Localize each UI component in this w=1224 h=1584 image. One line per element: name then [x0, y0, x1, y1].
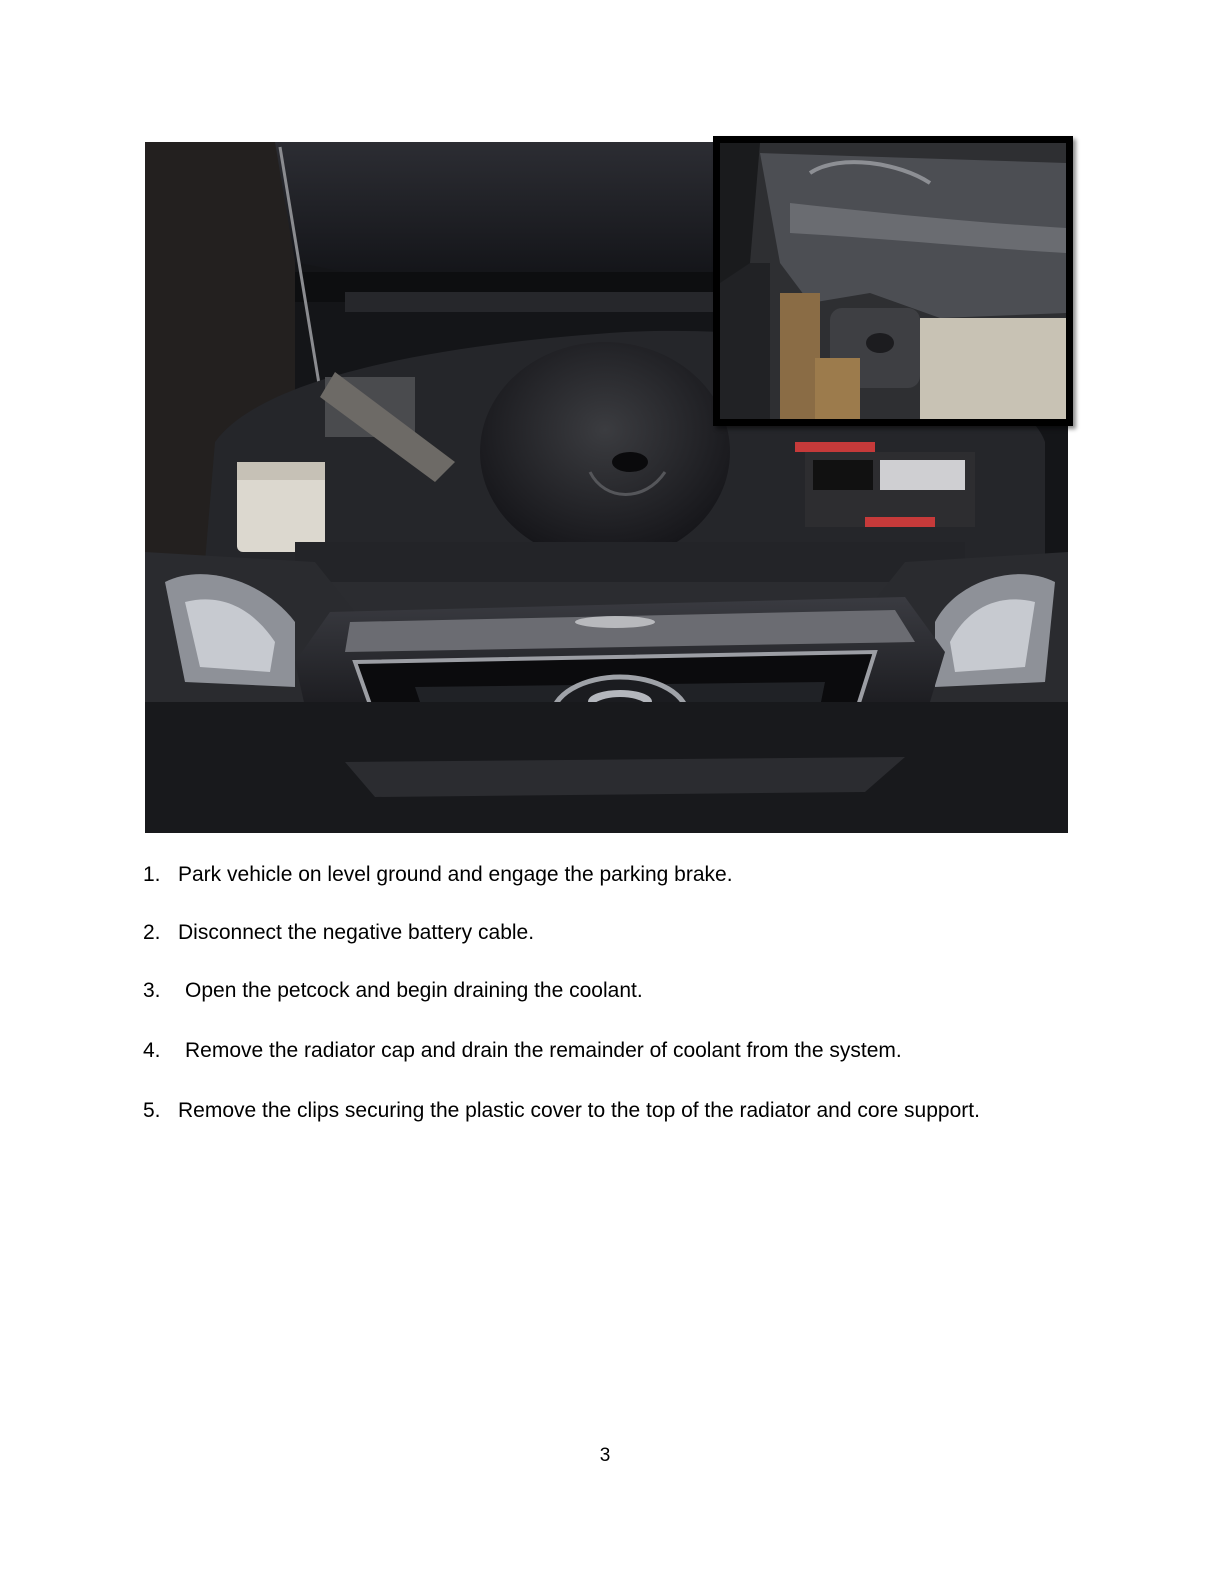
step-number: 5.	[143, 1099, 161, 1122]
step-number: 4.	[143, 1039, 161, 1062]
list-item	[143, 862, 1103, 888]
step-number: 2.	[143, 921, 161, 944]
step-text: Remove the radiator cap and drain the remainder of coolant from the system.	[185, 1039, 902, 1062]
step-number: 3.	[143, 979, 161, 1002]
list-item	[143, 920, 1103, 946]
inset-closeup-photo	[713, 136, 1073, 426]
step-text: Remove the clips securing the plastic cover to the top of the radiator and core support.	[178, 1099, 980, 1122]
step-text: Open the petcock and begin draining the coolant.	[185, 979, 643, 1002]
step-text: Park vehicle on level ground and engage the parking brake.	[178, 863, 733, 886]
list-item	[143, 1038, 1103, 1064]
page-number: 3	[599, 1445, 611, 1466]
instruction-list	[143, 862, 1103, 1124]
list-item	[143, 978, 1103, 1004]
step-text: Disconnect the negative battery cable.	[178, 921, 535, 944]
step-number: 1.	[143, 863, 161, 886]
list-item	[143, 1098, 1103, 1124]
